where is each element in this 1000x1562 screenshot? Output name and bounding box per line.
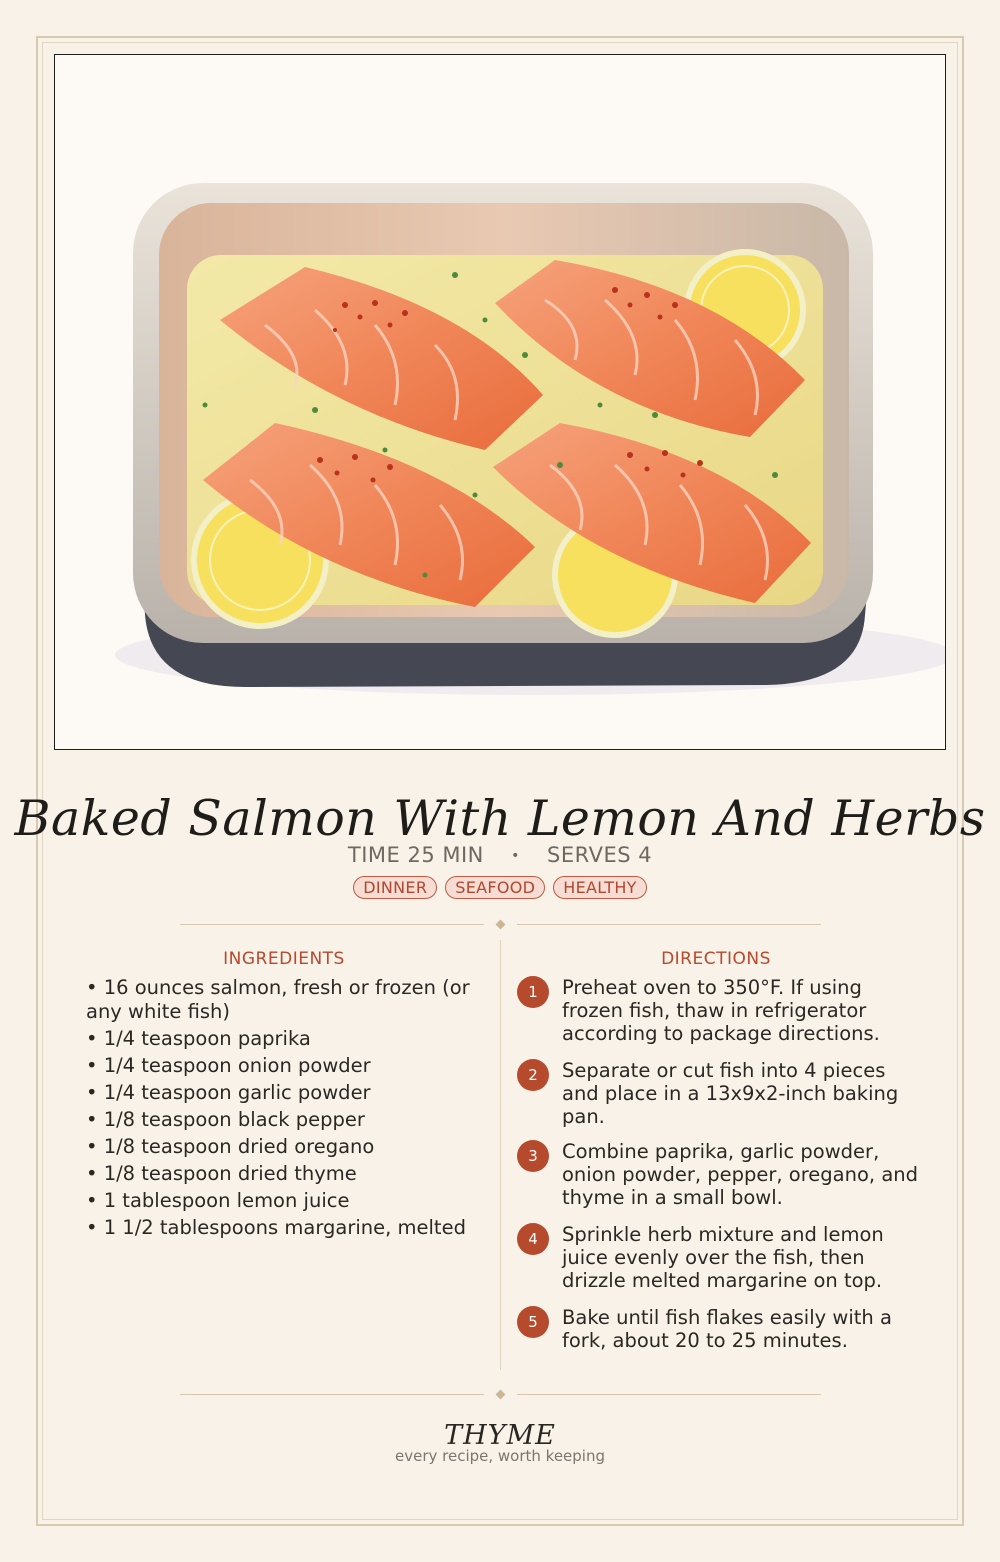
divider-right-top [517,924,821,925]
step-number-badge: 4 [517,1223,549,1255]
recipe-illustration [54,54,946,750]
divider-left-bottom [180,1394,484,1395]
step-text: Separate or cut fish into 4 pieces and place in a 13x9x2-inch baking pan. [562,1059,899,1128]
brand-logo: THYME [444,1420,556,1451]
recipe-title: Baked Salmon With Lemon And Herbs [14,790,986,847]
tag-healthy[interactable]: HEALTHY [553,876,646,899]
list-item: • 1/8 teaspoon black pepper [86,1108,365,1131]
baked-salmon-pan-illustration [55,55,946,750]
recipe-meta [0,843,1000,867]
divider-right-bottom [517,1394,821,1395]
step-text: Preheat oven to 350°F. If using frozen fish, thaw in refrigerator according to package directions. [562,976,880,1045]
step-text: Bake until fish flakes easily with a fork, about 20 to 25 minutes. [562,1306,892,1352]
divider-left-top [180,924,484,925]
column-divider [500,940,501,1370]
list-item: • 1 tablespoon lemon juice [86,1189,350,1212]
list-item: • 1/4 teaspoon garlic powder [86,1081,371,1104]
direction-step [516,1140,926,1209]
direction-step [516,1059,926,1128]
directions-heading: DIRECTIONS [661,949,771,969]
ingredients-heading: INGREDIENTS [223,949,345,969]
step-number-badge: 5 [517,1306,549,1338]
tag-dinner[interactable]: DINNER [353,876,437,899]
step-number-badge: 2 [517,1059,549,1091]
list-item: • 1/8 teaspoon dried oregano [86,1135,375,1158]
meta-separator: • [511,848,520,864]
direction-step [516,1223,926,1292]
cook-time: TIME 25 MIN [347,843,484,867]
ingredients-list [86,976,476,1243]
servings: SERVES 4 [547,843,653,867]
step-number-badge: 3 [517,1140,549,1172]
brand-tagline: every recipe, worth keeping [394,1447,605,1465]
direction-step [516,976,926,1045]
step-text: Combine paprika, garlic powder, onion powder, pepper, oregano, and thyme in a small bowl. [562,1140,918,1209]
direction-step [516,1306,926,1352]
step-number-badge: 1 [517,976,549,1008]
step-text: Sprinkle herb mixture and lemon juice evenly over the fish, then drizzle melted margarine on top. [562,1223,884,1292]
recipe-tags [0,876,1000,899]
tag-seafood[interactable]: SEAFOOD [445,876,545,899]
list-item: • 16 ounces salmon, fresh or frozen (or any white fish) [86,976,470,1023]
list-item: • 1/8 teaspoon dried thyme [86,1162,357,1185]
directions-list [516,976,926,1352]
list-item: • 1/4 teaspoon onion powder [86,1054,371,1077]
list-item: • 1 1/2 tablespoons margarine, melted [86,1216,466,1239]
list-item: • 1/4 teaspoon paprika [86,1027,311,1050]
